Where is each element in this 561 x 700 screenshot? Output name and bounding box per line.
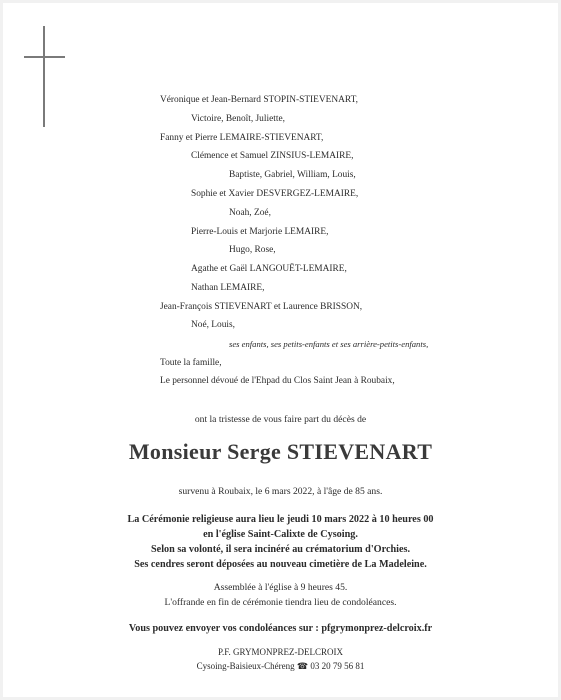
assembly-info: Assemblée à l'église à 9 heures 45.	[213, 582, 348, 593]
family-line: Toute la famille,	[160, 358, 222, 368]
ceremony-line: Ses cendres seront déposées au nouveau cimetière de La Madeleine.	[134, 559, 427, 570]
family-line: Baptiste, Gabriel, William, Louis,	[229, 170, 356, 180]
funeral-home-contact	[0, 660, 561, 672]
family-line: Clémence et Samuel ZINSIUS-LEMAIRE,	[191, 151, 354, 161]
offering-info: L'offrande en fin de cérémonie tiendra lieu de condoléances.	[164, 597, 397, 608]
funeral-home-phone: 03 20 79 56 81	[310, 661, 365, 671]
family-line: Jean-François STIEVENART et Laurence BRISSON,	[160, 302, 363, 312]
family-line: Pierre-Louis et Marjorie LEMAIRE,	[191, 227, 329, 237]
phone-icon: ☎	[296, 661, 309, 671]
family-line: Noah, Zoé,	[229, 208, 271, 218]
family-line: Hugo, Rose,	[229, 245, 276, 255]
family-line: Véronique et Jean-Bernard STOPIN-STIEVENART,	[160, 95, 358, 105]
family-line: ses enfants, ses petits-enfants et ses arrière-petits-enfants,	[229, 339, 429, 349]
ceremony-line: en l'église Saint-Calixte de Cysoing.	[203, 529, 358, 540]
family-line: Noé, Louis,	[191, 320, 236, 330]
family-line: Fanny et Pierre LEMAIRE-STIEVENART,	[160, 133, 324, 143]
death-info: survenu à Roubaix, le 6 mars 2022, à l'âge de 85 ans.	[178, 486, 383, 497]
ceremony-line: La Cérémonie religieuse aura lieu le jeudi 10 mars 2022 à 10 heures 00	[127, 514, 434, 525]
condolences-info: Vous pouvez envoyer vos condoléances sur : pfgrymonprez-delcroix.fr	[128, 623, 433, 634]
deceased-name: Monsieur Serge STIEVENART	[128, 439, 433, 464]
announcement-text: ont la tristesse de vous faire part du décès de	[194, 414, 367, 425]
family-line: Sophie et Xavier DESVERGEZ-LEMAIRE,	[191, 189, 359, 199]
funeral-home-name: P.F. GRYMONPREZ-DELCROIX	[217, 647, 344, 657]
family-line: Le personnel dévoué de l'Ehpad du Clos Saint Jean à Roubaix,	[160, 376, 395, 386]
family-line: Victoire, Benoît, Juliette,	[191, 114, 285, 124]
family-line: Agathe et Gaël LANGOUËT-LEMAIRE,	[191, 264, 347, 274]
funeral-home-location: Cysoing-Baisieux-Chéreng	[196, 661, 295, 671]
ceremony-line: Selon sa volonté, il sera incinéré au crématorium d'Orchies.	[151, 544, 410, 555]
family-line: Nathan LEMAIRE,	[191, 283, 265, 293]
